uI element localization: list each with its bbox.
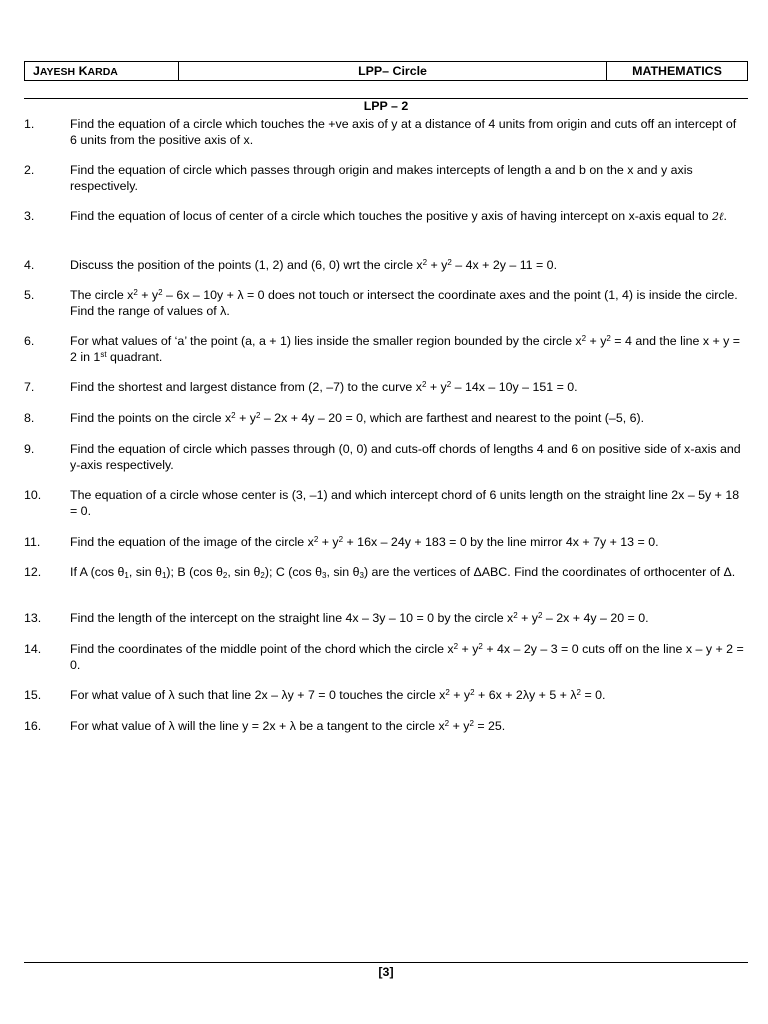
topic-title: LPP– Circle: [179, 62, 607, 81]
question-text: Find the shortest and largest distance from (2, –7) to the curve $x^2 + y^2 - 14x - 10y - 151 = 0$.: [70, 380, 578, 394]
question-text: Find the coordinates of the middle point of the chord which the circle $x^2 + y^2 + 4x - 2y - 3 = 0$ cuts off on the line x – y + 2 = 0.: [70, 642, 744, 672]
question-text: Find the equation of the image of the circle $x^2 + y^2 + 16x - 24y + 183 = 0$ by the line mirror 4x + 7y + 13 = 0.: [70, 535, 659, 549]
question-number: 15.: [24, 688, 42, 702]
subject-title: MATHEMATICS: [607, 62, 748, 81]
question-number: 16.: [24, 719, 42, 733]
question-number: 5.: [24, 288, 35, 302]
question-number: 8.: [24, 411, 35, 425]
footer-divider: [24, 962, 748, 963]
question-text: For what value of λ such that line 2x – λy + 7 = 0 touches the circle $x^2 + y^2 + 6x + 2\lambda y + 5 + \lambda^2 = 0$.: [70, 688, 606, 702]
question-text: Find the equation of a circle which touches the +ve axis of y at a distance of 4 units from origin and cuts off an intercept of 6 units from the positive axis of x.: [70, 117, 737, 147]
question-text: Find the points on the circle $x^2 + y^2 - 2x + 4y - 20 = 0$, which are farthest and nearest to the point (–5, 6).: [70, 411, 645, 425]
section-title: LPP – 2: [363, 99, 409, 113]
question-text: For what values of ‘a’ the point (a, a + 1) lies inside the smaller region bounded by the circle $x^2 + y^2 = 4$ and the line x + y = 2 in 1st quadrant.: [70, 334, 741, 364]
question-number: 4.: [24, 258, 35, 272]
question-text: The equation of a circle whose center is (3, –1) and which intercept chord of 6 units length on the straight line 2x – 5y + 18 = 0.: [70, 488, 740, 518]
question-number: 7.: [24, 380, 35, 394]
question-number: 9.: [24, 442, 35, 456]
question-text: If A (cos $\theta_1$, $\sin \theta_1$); B (cos $\theta_2$, $\sin \theta_2$); C (cos $\theta_3$, $\sin \theta_3$) are the vertices of ΔABC. Find the coordinates of orthocenter of Δ.: [70, 565, 736, 580]
question-number: 14.: [24, 642, 42, 656]
question-number: 2.: [24, 163, 35, 177]
question-number: 10.: [24, 488, 42, 502]
question-text: The circle $x^2 + y^2 - 6x - 10y + \lambda = 0$ does not touch or intersect the coordinate axes and the point (1, 4) is inside the circle. Find the range of values of λ.: [70, 288, 738, 318]
question-text: Find the length of the intercept on the straight line 4x – 3y – 10 = 0 by the circle $x^2 + y^2 - 2x + 4y - 20 = 0$.: [70, 611, 649, 625]
page-number: [3]: [378, 965, 394, 979]
question-text: For what value of λ will the line y = 2x + λ be a tangent to the circle $x^2 + y^2 = 25$.: [70, 719, 506, 733]
question-number: 12.: [24, 565, 42, 579]
math-expression: 2ℓ: [711, 210, 724, 223]
question-number: 1.: [24, 117, 35, 131]
question-number: 6.: [24, 334, 35, 348]
question-number: 11.: [24, 535, 41, 549]
question-text: Find the equation of circle which passes through (0, 0) and cuts-off chords of lengths 4 and 6 on positive side of x-axis and y-axis respectively.: [70, 442, 741, 472]
question-text: Find the equation of circle which passes through origin and makes intercepts of length a and b on the x and y axis respectively.: [70, 163, 693, 193]
question-number: 13.: [24, 611, 42, 625]
question-text: Find the equation of locus of center of a circle which touches the positive y axis of having intercept on x-axis equal to 2ℓ.: [70, 209, 727, 223]
question-number: 3.: [24, 209, 35, 223]
question-text: Discuss the position of the points (1, 2) and (6, 0) wrt the circle $x^2 + y^2 - 4x + 2y - 11 = 0$.: [70, 258, 558, 272]
author-name: JAYESH KARDA: [25, 62, 179, 81]
header-table: [24, 61, 748, 81]
